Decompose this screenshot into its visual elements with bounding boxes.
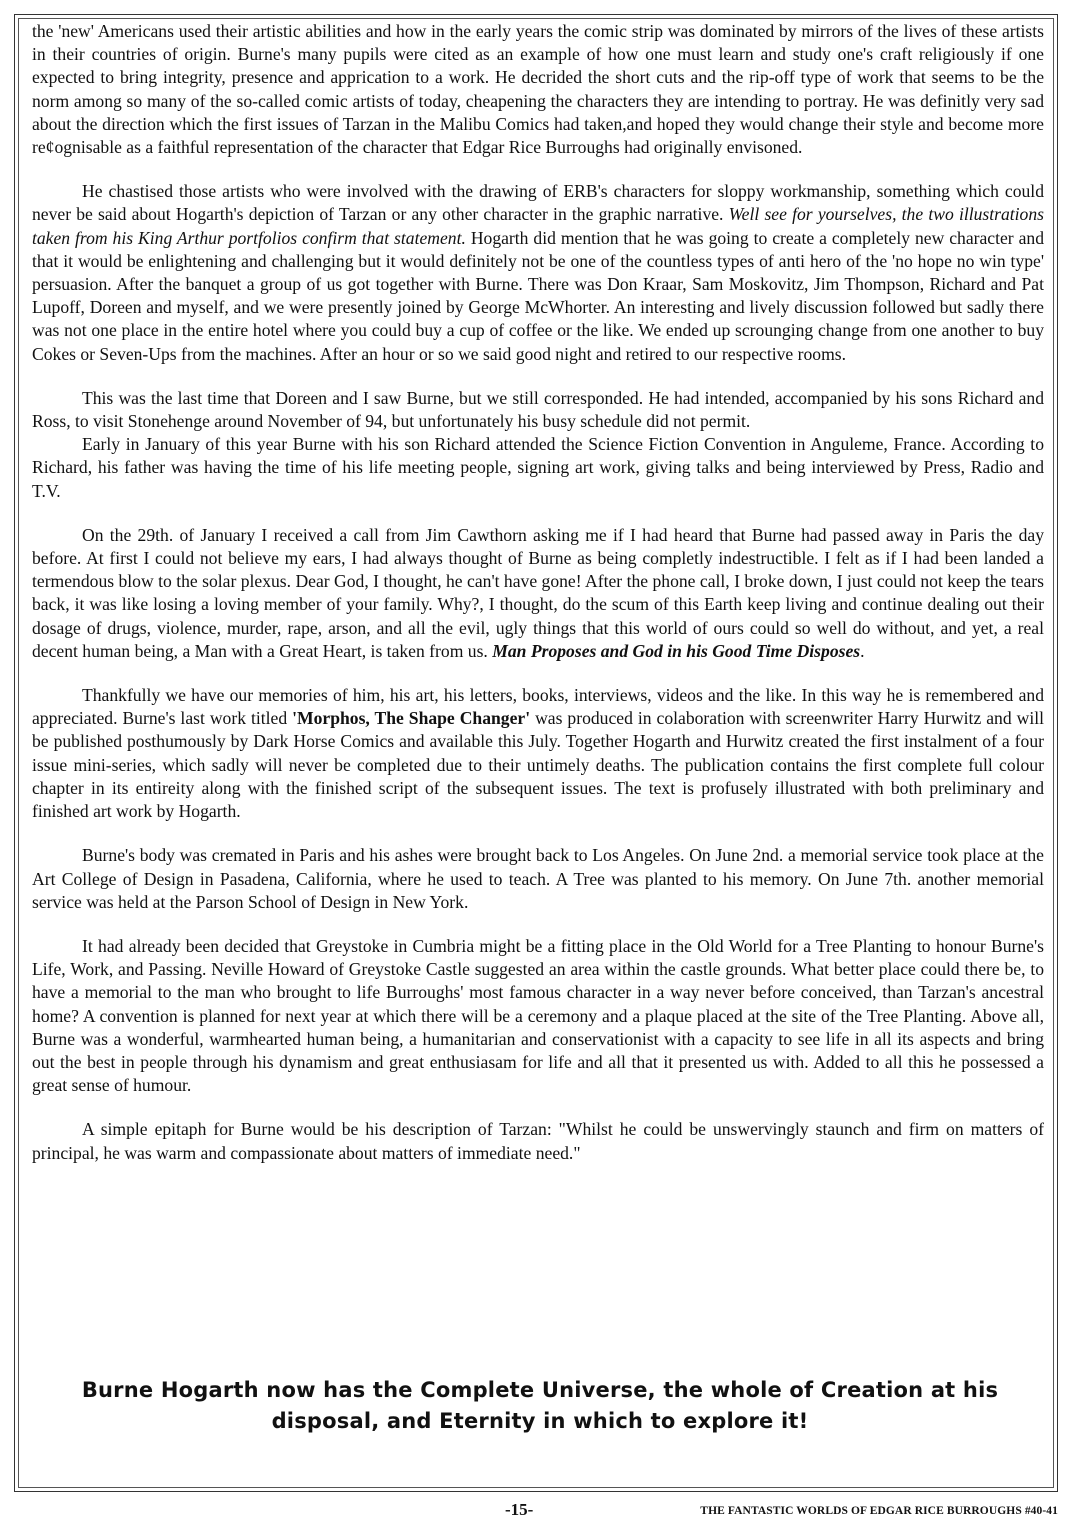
paragraph-text: It had already been decided that Greystoke in Cumbria might be a fitting place in the Old World for a Tree Planting to honour Burne's Life, Work, and Passing. Neville Howard of Greystoke Castle suggested an area within the castle grounds. What better place could there be, to have a memorial to the man who brought to life Burroughs' most famous character in a way never before conceived, than Tarzan's ancestral home? A convention is planned for next year at which there will be a ceremony and a plaque placed at the site of the Tree Planting. Above all, Burne was a wonderful, warmhearted human being, a humanitarian and conservationist with a capacity to see life in all its aspects and bring out the best in people through his dynamism and great enthusiasam for life and all that it presented us with. Added to all this he possessed a great sense of humour. xyxy=(32,935,1044,1096)
paragraph xyxy=(32,20,1044,159)
emphasis-text: Man Proposes and God in his Good Time Disposes xyxy=(492,640,861,661)
paragraph xyxy=(32,935,1044,1097)
paragraph-text: A simple epitaph for Burne would be his description of Tarzan: "Whilst he could be unswervingly staunch and firm on matters of principal, he was warm and compassionate about matters of immediate need." xyxy=(32,1119,1044,1163)
paragraph-text: Burne's body was cremated in Paris and his ashes were brought back to Los Angeles. On June 2nd. a memorial service took place at the Art College of Design in Pasadena, California, where he used to teach. A Tree was planted to his memory. On June 7th. another memorial service was held at the Parson School of Design in New York. xyxy=(32,845,1044,912)
paragraph-text: . xyxy=(860,640,865,661)
paragraph-text: Early in January of this year Burne with his son Richard attended the Science Fiction Convention in Anguleme, France. According to Richard, his father was having the time of his life meeting people, signing art work, giving talks and being interviewed by Press, Radio and T.V. xyxy=(32,434,1044,501)
paragraph xyxy=(32,433,1044,503)
running-title: THE FANTASTIC WORLDS OF EDGAR RICE BURROUGHS #40-41 xyxy=(700,1505,1058,1517)
paragraph-text: This was the last time that Doreen and I saw Burne, but we still corresponded. He had intended, accompanied by his sons Richard and Ross, to visit Stonehenge around November of 94, but unfortunately his busy schedule did not permit. xyxy=(32,387,1044,432)
paragraph xyxy=(32,844,1044,914)
paragraph xyxy=(32,684,1044,823)
paragraph-text: was produced in colaboration with screenwriter Harry Hurwitz and will be published posthumously by Dark Horse Comics and available this July. Together Hogarth and Hurwitz created the first instalment of a four issue mini-series, which sadly will never be completed due to their untimely deaths. The publication contains the first complete full colour chapter in its entireity along with the finished script of the subsequent issues. The text is profusely illustrated with both preliminary and finished art work by Hogarth. xyxy=(32,708,1044,822)
closing-line-1: Burne Hogarth now has the Complete Universe, the whole of Creation at his xyxy=(81,1378,999,1402)
emphasis-text: Well see for yourselves, the two illustrations taken from his King Arthur portfolios confirm that statement. xyxy=(32,204,1044,248)
emphasis-text: 'Morphos, The Shape Changer' xyxy=(292,708,531,729)
paragraph-text: He chastised those artists who were involved with the drawing of ERB's characters for sloppy workmanship, something which could never be said about Hogarth's depiction of Tarzan or any other character in the graphic narrative. xyxy=(32,181,1044,225)
paragraph-text: the 'new' Americans used their artistic abilities and how in the early years the comic strip was dominated by mirrors of the lives of these artists in their countries of origin. Burne's many pupils were cited as an example of how one must learn and study one's craft religiously if one expected to bring integrity, presence and apprication to a work. He decrided the short cuts and the rip-off type of work that seems to be the norm among so many of the so-called comic artists of today, cheapening the characters they are intending to portray. He was definitly very sad about the direction which the first issues of Tarzan in the Malibu Comics had taken,and hoped they would change their style and become more re¢ognisable as a faithful representation of the character that Edgar Rice Burroughs had originally envisoned. xyxy=(32,21,1044,158)
paragraph-text: On the 29th. of January I received a call from Jim Cawthorn asking me if I had heard that Burne had passed away in Paris the day before. At first I could not believe my ears, I had always thought of Burne as being completly indestructible. I felt as if I had been landed a termendous blow to the solar plexus. Dear God, I thought, he can't have gone! After the phone call, I broke down, I just could not keep the tears back, it was like losing a loving member of your family. Why?, I thought, do the scum of this Earth keep living and continue dealing out their dosage of drugs, violence, murder, rape, arson, and all the evil, ugly things that this world of ours could so well do without, and yet, a real decent human being, a Man with a Great Heart, is taken from us. xyxy=(32,524,1044,661)
closing-line-2: disposal, and Eternity in which to explore it! xyxy=(271,1409,809,1433)
page-number: -15- xyxy=(505,1500,534,1519)
paragraph xyxy=(32,524,1044,663)
paragraph-text: Hogarth did mention that he was going to create a completely new character and that it would be enlightening and challenging but it would definitely not be one of the countless types of anti hero of the 'no hope no win type' persuasion. After the banquet a group of us got together with Burne. There was Don Kraar, Sam Moskovitz, Jim Thompson, Richard and Pat Lupoff, Doreen and myself, and we were presently joined by George McWhorter. An interesting and lively discussion followed but sadly there was not one place in the entire hotel where you could buy a cup of coffee or the like. We ended up scrounging change from one another to buy Cokes or Seven-Ups from the machines. After an hour or so we said good night and retired to our respective rooms. xyxy=(32,227,1045,364)
paragraph-text: Thankfully we have our memories of him, his art, his letters, books, interviews, videos and the like. In this way he is remembered and appreciated. Burne's last work titled xyxy=(32,685,1044,729)
article-body xyxy=(32,20,1044,1186)
paragraph xyxy=(32,1118,1044,1164)
paragraph xyxy=(32,180,1044,366)
closing-statement xyxy=(60,1375,1020,1437)
paragraph xyxy=(32,387,1044,433)
